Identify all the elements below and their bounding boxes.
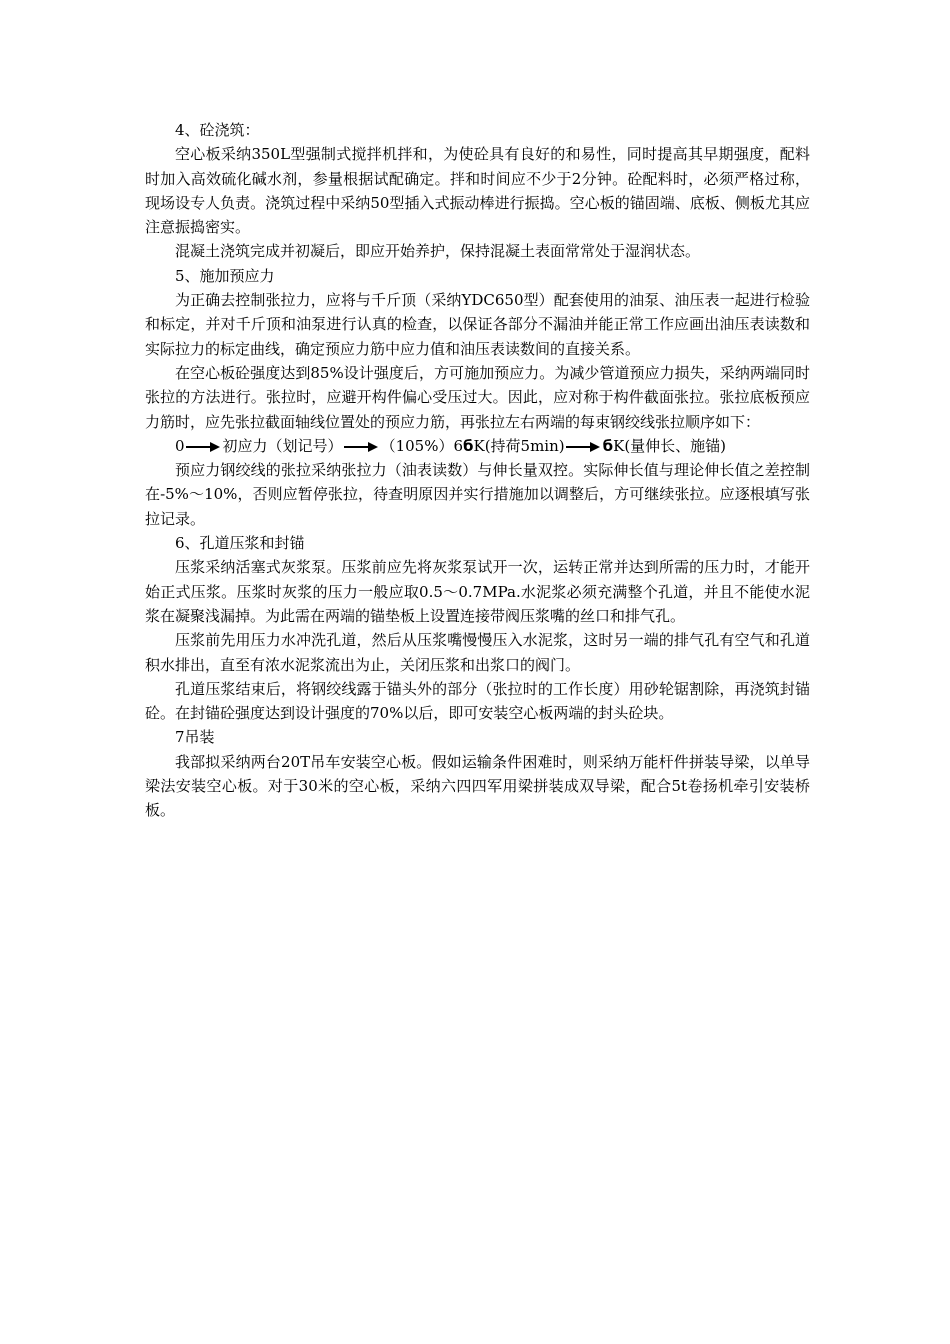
sigma-symbol: б	[463, 436, 474, 455]
section-heading-grouting: 6、孔道压浆和封锚	[175, 534, 305, 553]
sequence-step-0: 0	[175, 436, 185, 455]
paragraph-calibration: 为正确去控制张拉力，应将与千斤顶（采纳YDC650型）配套使用的油泵、油压表一起进行检验和标定，并对千斤顶和油泵进行认真的检查，以保证各部分不漏油并能正常工作应画出油压表读数和实际拉力的标定曲线，确定预应力筋中应力值和油压表读数间的直接关系。	[145, 291, 810, 358]
sequence-step-3-suffix: K(量伸长、施锚)	[613, 436, 727, 455]
section-heading-hoisting: 7吊装	[175, 728, 215, 747]
sequence-step-2-prefix: （105%）6	[380, 436, 463, 455]
section-heading-concrete-pouring: 4、砼浇筑：	[175, 121, 260, 139]
tensioning-sequence	[175, 434, 810, 458]
paragraph-grout-pump: 压浆采纳活塞式灰浆泵。压浆前应先将灰浆泵试开一次，运转正常并达到所需的压力时，才能开始正式压浆。压浆时灰浆的压力一般应取0.5～0.7MPa.水泥浆必须充满整个孔道，并且不能使水泥浆在凝聚浅漏掉。为此需在两端的锚垫板上设置连接带阀压浆嘴的丝口和排气孔。	[145, 558, 810, 625]
paragraph-mixing: 空心板采纳350L型强制式搅拌机拌和，为使砼具有良好的和易性，同时提高其早期强度，配料时加入高效硫化碱水剂，参量根据试配确定。拌和时间应不少于2分钟。砼配料时，必须严格过称，现场设专人负责。浇筑过程中采纳50型插入式振动棒进行振捣。空心板的锚固端、底板、侧板尤其应注意振捣密实。	[145, 145, 810, 237]
document-body	[145, 118, 810, 823]
arrow-right-icon	[566, 441, 600, 453]
sigma-symbol: б	[602, 436, 614, 455]
section-heading-prestress: 5、施加预应力	[175, 266, 275, 285]
arrow-right-icon	[344, 441, 378, 453]
paragraph-dual-control: 预应力钢绞线的张拉采纳张拉力（油表读数）与伸长量双控。实际伸长值与理论伸长值之差控制在-5%～10%，否则应暂停张拉，待查明原因并实行措施加以调整后，方可继续张拉。应逐根填写张拉记录。	[145, 461, 810, 528]
paragraph-hoisting: 我部拟采纳两台20T吊车安装空心板。假如运输条件困难时，则采纳万能杆件拼装导梁，以单导梁法安装空心板。对于30米的空心板，采纳六四四军用梁拼装成双导梁，配合5t卷扬机牵引安装桥板。	[145, 752, 810, 820]
sequence-step-1: 初应力（划记号）	[222, 436, 343, 455]
paragraph-tensioning: 在空心板砼强度达到85%设计强度后，方可施加预应力。为减少管道预应力损失，采纳两端同时张拉的方法进行。张拉时，应避开构件偏心受压过大。因此，应对称于构件截面张拉。张拉底板预应力筋时，应先张拉截面轴线位置处的预应力筋，再张拉左右两端的每束钢绞线张拉顺序如下：	[145, 363, 810, 431]
paragraph-curing: 混凝土浇筑完成并初凝后，即应开始养护，保持混凝土表面常常处于湿润状态。	[175, 242, 701, 261]
paragraph-flushing: 压浆前先用压力水冲洗孔道，然后从压浆嘴慢慢压入水泥浆，这时另一端的排气孔有空气和孔道积水排出，直至有浓水泥浆流出为止，关闭压浆和出浆口的阀门。	[145, 631, 810, 674]
sequence-step-2-suffix: K(持荷5min)	[473, 436, 565, 455]
paragraph-anchor-sealing: 孔道压浆结束后，将钢绞线露于锚头外的部分（张拉时的工作长度）用砂轮锯割除，再浇筑封锚砼。在封锚砼强度达到设计强度的70%以后，即可安装空心板两端的封头砼块。	[145, 679, 810, 723]
arrow-right-icon	[186, 441, 220, 453]
